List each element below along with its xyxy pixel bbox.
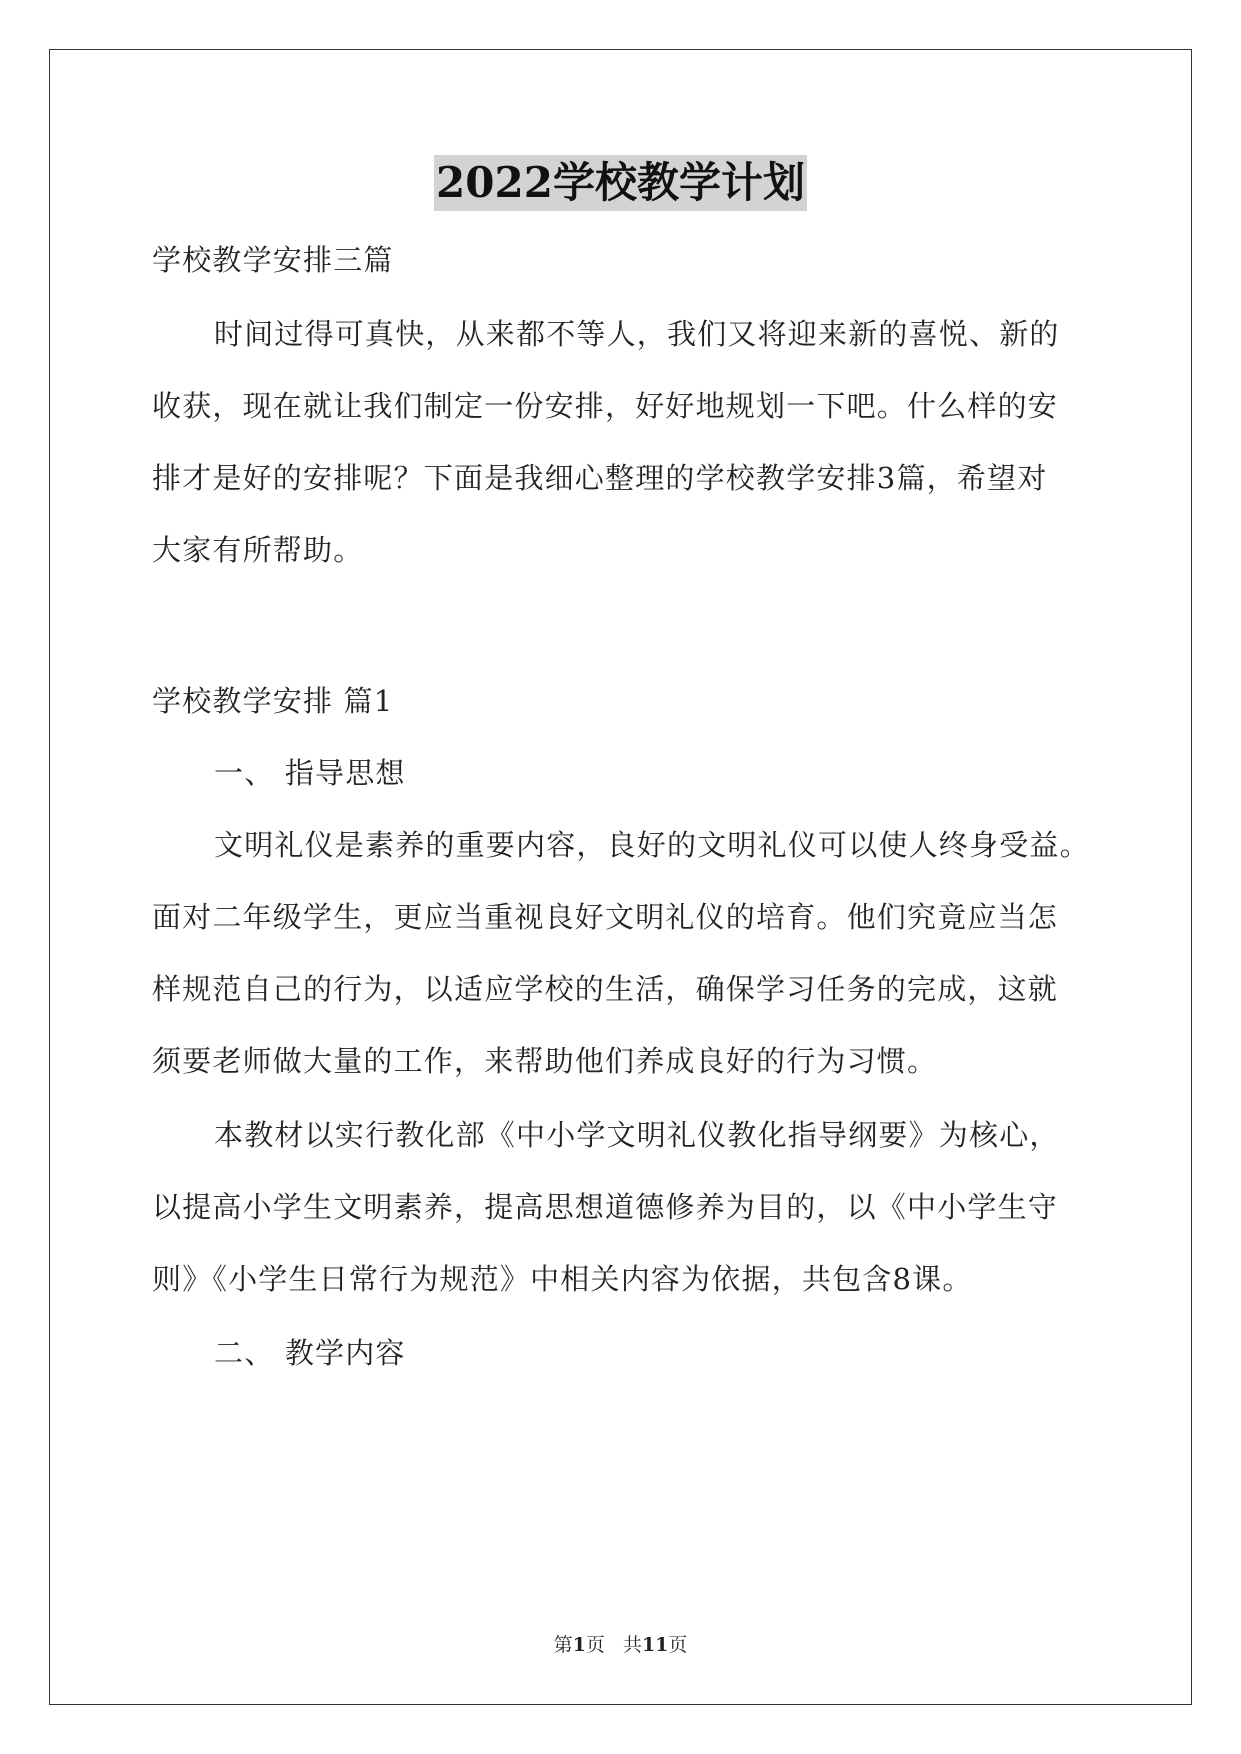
paragraph-line: 样规范自己的行为，以适应学校的生活，确保学习任务的完成，这就 <box>152 972 1059 1006</box>
footer-page-prefix: 第 <box>553 1634 573 1656</box>
heading-teaching-content: 二、 教学内容 <box>214 1336 406 1370</box>
paragraph-line: 面对二年级学生，更应当重视良好文明礼仪的培育。他们究竟应当怎 <box>152 900 1059 934</box>
intro-line: 大家有所帮助。 <box>152 533 364 567</box>
page-border <box>49 49 1192 1705</box>
paragraph-line: 文明礼仪是素养的重要内容，良好的文明礼仪可以使人终身受益。 <box>214 828 1090 862</box>
footer-current-page: 1 <box>572 1634 586 1656</box>
intro-line: 时间过得可真快，从来都不等人，我们又将迎来新的喜悦、新的 <box>214 317 1060 351</box>
footer-page-suffix: 页 <box>668 1634 688 1656</box>
paragraph-line: 本教材以实行教化部《中小学文明礼仪教化指导纲要》为核心， <box>214 1118 1060 1152</box>
page-footer <box>0 1630 1241 1657</box>
paragraph-line: 以提高小学生文明素养，提高思想道德修养为目的，以《中小学生守 <box>152 1190 1059 1224</box>
footer-total-pages: 11 <box>641 1634 669 1656</box>
paragraph-line: 则》《小学生日常行为规范》中相关内容为依据，共包含8课。 <box>152 1262 973 1296</box>
intro-line: 收获，现在就让我们制定一份安排，好好地规划一下吧。什么样的安 <box>152 389 1059 423</box>
footer-page-mid: 页 共 <box>585 1634 642 1656</box>
document-subtitle: 学校教学安排三篇 <box>152 243 394 277</box>
intro-line: 排才是好的安排呢？下面是我细心整理的学校教学安排3篇，希望对 <box>152 461 1048 495</box>
heading-guiding-thought: 一、 指导思想 <box>214 756 406 790</box>
paragraph-line: 须要老师做大量的工作，来帮助他们养成良好的行为习惯。 <box>152 1044 938 1078</box>
section-heading: 学校教学安排 篇1 <box>152 684 394 718</box>
document-title: 2022学校教学计划 <box>434 155 807 211</box>
title-container <box>0 155 1241 211</box>
